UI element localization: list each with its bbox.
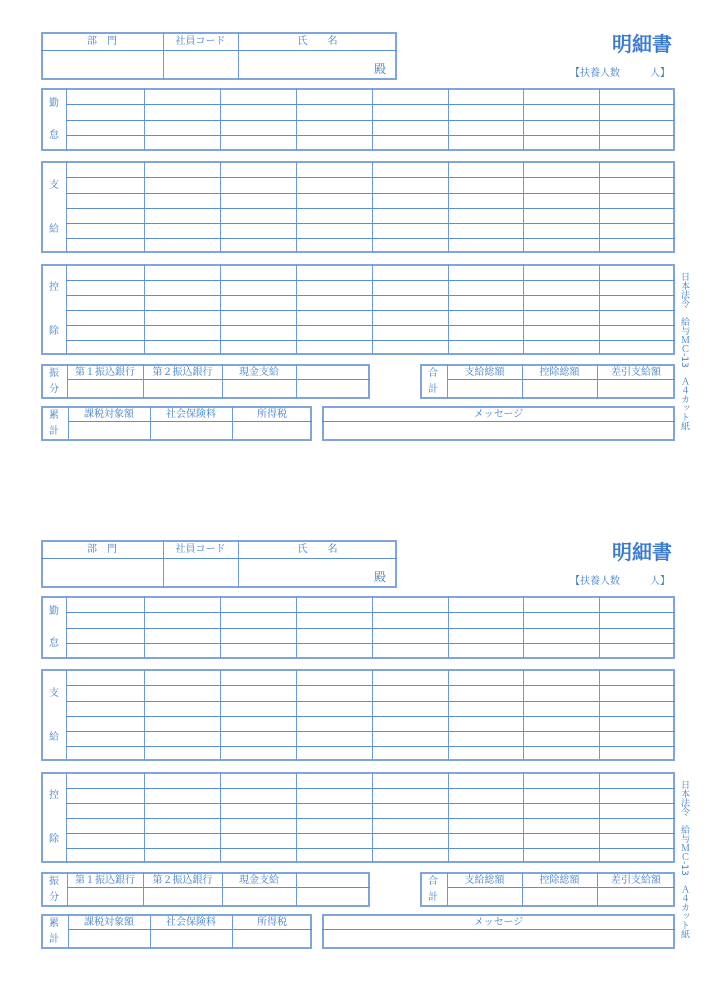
column-line: [523, 669, 524, 761]
total-deduction-label: 控除総額: [539, 367, 580, 378]
total-deduction-label: 控除総額: [539, 875, 580, 886]
deduction-label: 控: [49, 790, 59, 801]
name-label: 氏 名: [297, 36, 338, 47]
distribution-label: 分: [49, 384, 59, 395]
row-line: [66, 848, 675, 849]
attendance-label: 勤: [49, 606, 59, 617]
column-line: [144, 161, 145, 253]
cash-payment-label: 現金支給: [239, 875, 279, 886]
cumulative-label: 累: [49, 918, 59, 929]
social-insurance-label: 社会保険料: [166, 409, 216, 420]
form-product-code: 日本法令 給与ＭＣ-13 Ａ４カット紙: [679, 780, 689, 939]
document-title: 明細書: [612, 32, 672, 56]
row-line: [66, 731, 675, 732]
bank-1-label: 第１振込銀行: [75, 367, 135, 378]
distribution-label: 振: [49, 368, 59, 379]
row-line: [68, 421, 312, 422]
taxable-amount-label: 課税対象額: [84, 917, 134, 928]
name-label: 氏 名: [297, 544, 338, 555]
row-line: [66, 643, 675, 644]
row-line: [66, 818, 675, 819]
cumulative-label: 計: [49, 934, 59, 945]
payslip-form-2: [0, 530, 707, 960]
income-tax-label: 所得税: [257, 917, 287, 928]
dependents-count-label: 【扶養人数 人】: [570, 68, 670, 79]
row-line: [66, 310, 675, 311]
cash-payment-label: 現金支給: [239, 367, 279, 378]
deduction-label: 控: [49, 282, 59, 293]
row-line: [66, 193, 675, 194]
row-line: [66, 135, 675, 136]
row-line: [66, 177, 675, 178]
attendance-label: 勤: [49, 98, 59, 109]
attendance-label: 怠: [49, 130, 59, 141]
payment-label: 給: [49, 224, 59, 235]
taxable-amount-label: 課税対象額: [84, 409, 134, 420]
document-title: 明細書: [612, 540, 672, 564]
row-line: [66, 612, 675, 613]
row-line: [447, 887, 675, 888]
totals-label: 計: [428, 892, 438, 903]
row-line: [66, 716, 675, 717]
column-line: [66, 161, 67, 253]
column-line: [296, 364, 297, 399]
bank-2-label: 第２振込銀行: [152, 367, 213, 378]
row-line: [41, 558, 397, 559]
column-line: [296, 669, 297, 761]
row-line: [66, 746, 675, 747]
total-payment-label: 支給総額: [464, 875, 505, 886]
employee-code-label: 社員コード: [175, 544, 226, 555]
payment-label: 支: [49, 180, 59, 191]
deduction-label: 除: [49, 834, 59, 845]
message-label: メッセージ: [473, 409, 524, 420]
column-line: [220, 161, 221, 253]
row-line: [447, 379, 675, 380]
net-payment-label: 差引支給額: [611, 367, 661, 378]
payment-grid: [41, 161, 675, 253]
column-line: [599, 161, 600, 253]
row-line: [66, 788, 675, 789]
column-line: [448, 161, 449, 253]
message-label: メッセージ: [473, 917, 524, 928]
row-line: [67, 379, 370, 380]
row-line: [66, 325, 675, 326]
honorific-label: 殿: [373, 570, 386, 584]
social-insurance-label: 社会保険料: [166, 917, 216, 928]
form-product-code: 日本法令 給与ＭＣ-13 Ａ４カット紙: [679, 272, 689, 431]
payment-label: 支: [49, 688, 59, 699]
row-line: [66, 295, 675, 296]
honorific-label: 殿: [373, 62, 386, 76]
column-line: [144, 669, 145, 761]
total-payment-label: 支給総額: [464, 367, 505, 378]
row-line: [66, 803, 675, 804]
totals-label: 計: [428, 384, 438, 395]
row-line: [322, 929, 675, 930]
row-line: [66, 280, 675, 281]
attendance-label: 怠: [49, 638, 59, 649]
cumulative-label: 計: [49, 426, 59, 437]
row-line: [66, 701, 675, 702]
row-line: [322, 421, 675, 422]
column-line: [66, 669, 67, 761]
payment-grid: [41, 669, 675, 761]
column-line: [296, 872, 297, 907]
row-line: [66, 223, 675, 224]
net-payment-label: 差引支給額: [611, 875, 661, 886]
row-line: [66, 685, 675, 686]
row-line: [66, 104, 675, 105]
row-line: [66, 238, 675, 239]
bank-2-label: 第２振込銀行: [152, 875, 213, 886]
row-line: [66, 628, 675, 629]
column-line: [448, 669, 449, 761]
column-line: [220, 669, 221, 761]
row-line: [67, 887, 370, 888]
row-line: [66, 340, 675, 341]
totals-label: 合: [428, 876, 438, 887]
totals-label: 合: [428, 368, 438, 379]
row-line: [66, 208, 675, 209]
distribution-label: 分: [49, 892, 59, 903]
column-line: [523, 161, 524, 253]
dependents-count-label: 【扶養人数 人】: [570, 576, 670, 587]
income-tax-label: 所得税: [257, 409, 287, 420]
column-line: [372, 669, 373, 761]
row-line: [68, 929, 312, 930]
column-line: [599, 669, 600, 761]
employee-code-label: 社員コード: [175, 36, 226, 47]
cumulative-label: 累: [49, 410, 59, 421]
deduction-label: 除: [49, 326, 59, 337]
column-line: [372, 161, 373, 253]
row-line: [66, 833, 675, 834]
department-label: 部 門: [87, 36, 117, 47]
payment-label: 給: [49, 732, 59, 743]
row-line: [66, 120, 675, 121]
distribution-label: 振: [49, 876, 59, 887]
row-line: [41, 50, 397, 51]
payslip-form-1: [0, 22, 707, 452]
column-line: [296, 161, 297, 253]
bank-1-label: 第１振込銀行: [75, 875, 135, 886]
department-label: 部 門: [87, 544, 117, 555]
